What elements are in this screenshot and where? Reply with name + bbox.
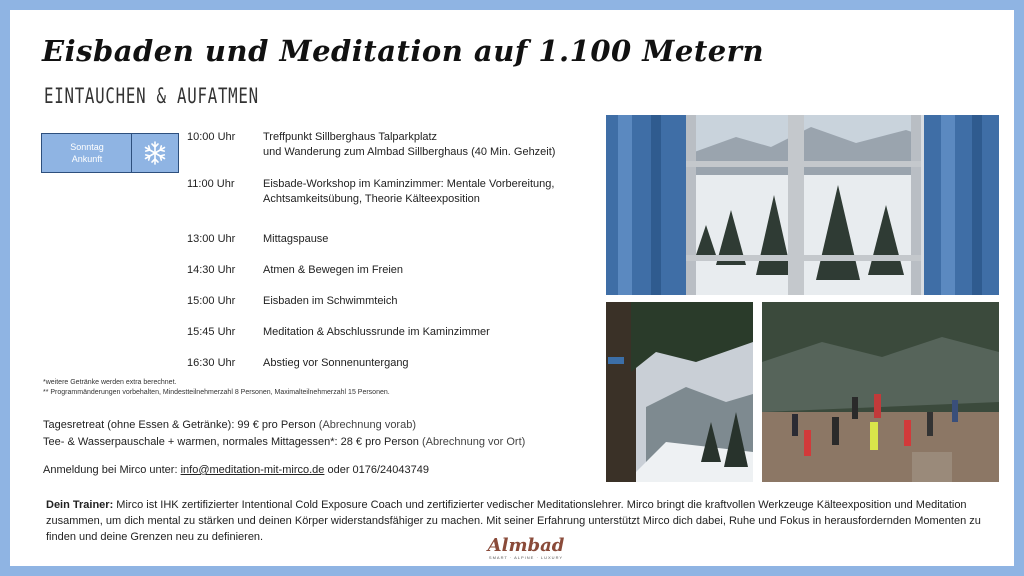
price-retreat: Tagesretreat (ohne Essen & Getränke): 99 € pro Person xyxy=(43,419,316,431)
schedule-time: 16:30 Uhr xyxy=(187,357,236,369)
schedule-activity: Eisbade-Workshop im Kaminzimmer: Mentale Vorbereitung, xyxy=(263,178,555,190)
schedule-activity-line2: und Wanderung zum Almbad Sillberghaus (40 Min. Gehzeit) xyxy=(263,146,556,158)
schedule-time: 10:00 Uhr xyxy=(187,131,236,143)
footnote-drinks: *weitere Getränke werden extra berechnet. xyxy=(43,379,177,386)
schedule-time: 15:45 Uhr xyxy=(187,326,236,338)
schedule-row xyxy=(187,294,603,309)
day-badge xyxy=(41,133,133,173)
schedule-time: 11:00 Uhr xyxy=(187,178,235,190)
trainer-label: Dein Trainer: xyxy=(46,499,114,511)
email-link[interactable]: info@meditation-mit-mirco.de xyxy=(180,464,325,476)
flyer-card xyxy=(10,10,1014,566)
almbad-logo xyxy=(480,537,572,563)
badge-arrival: Ankunft xyxy=(71,154,103,164)
footnotes xyxy=(43,378,390,398)
price-line-lunch xyxy=(43,434,525,451)
schedule-time: 15:00 Uhr xyxy=(187,295,236,307)
logo-tagline: SMART · ALPINE · LUXURY xyxy=(488,555,564,560)
price-lunch: Tee- & Wasserpauschale + warmen, normales Mittagessen*: 28 € pro Person xyxy=(43,436,419,448)
price-lunch-note: (Abrechnung vor Ort) xyxy=(418,436,526,448)
schedule-activity: Abstieg vor Sonnenuntergang xyxy=(263,357,409,369)
schedule-row xyxy=(187,232,603,247)
schedule-row xyxy=(187,130,603,160)
schedule-row xyxy=(187,177,603,207)
page-title: Eisbaden und Meditation auf 1.100 Metern xyxy=(42,34,765,68)
registration-phone: oder 0176/24043749 xyxy=(324,464,430,476)
registration-line xyxy=(43,464,429,476)
snowflake-icon xyxy=(131,133,179,173)
page-subtitle: EINTAUCHEN & AUFATMEN xyxy=(44,84,259,108)
trainer-text: Mirco ist IHK zertifizierter Intentional Cold Exposure Coach und zertifizierter vedischer Meditationslehrer. Mirco bringt die kraftvollen Werkzeuge Kälteexposition und Meditation zusammen, um dich mental zu stärken und deinen Körper widerstandsfähiger zu machen. Mit seiner Erfahrung unterstützt Mirco dich dabei, Ruhe und Fokus in herausfordernden Momenten zu finden und deine Grenzen neu zu definieren. xyxy=(46,499,981,543)
window-view-photo xyxy=(606,115,999,295)
registration-prefix: Anmeldung bei Mirco unter: xyxy=(43,464,181,476)
badge-day: Sonntag xyxy=(70,142,104,152)
forest-photo xyxy=(606,302,753,482)
schedule-row xyxy=(187,356,603,371)
price-line-retreat xyxy=(43,417,525,434)
pricing xyxy=(43,417,525,451)
schedule-row xyxy=(187,263,603,278)
schedule-activity: Atmen & Bewegen im Freien xyxy=(263,264,404,276)
schedule-activity: Mittagspause xyxy=(263,233,329,245)
schedule-row xyxy=(187,325,603,340)
schedule-activity: Treffpunkt Sillberghaus Talparkplatz xyxy=(263,131,438,143)
schedule-time: 13:00 Uhr xyxy=(187,233,236,245)
schedule-activity-line2: Achtsamkeitsübung, Theorie Kälteexposition xyxy=(263,193,480,205)
group-photo xyxy=(762,302,999,482)
schedule-activity: Meditation & Abschlussrunde im Kaminzimmer xyxy=(263,326,490,338)
schedule-activity: Eisbaden im Schwimmteich xyxy=(263,295,398,307)
price-retreat-note: (Abrechnung vorab) xyxy=(315,419,416,431)
logo-wordmark: Almbad xyxy=(487,535,565,556)
schedule-time: 14:30 Uhr xyxy=(187,264,236,276)
footnote-program: ** Programmänderungen vorbehalten, Mindestteilnehmerzahl 8 Personen, Maximalteilnehmerzahl 15 Personen. xyxy=(43,389,390,396)
